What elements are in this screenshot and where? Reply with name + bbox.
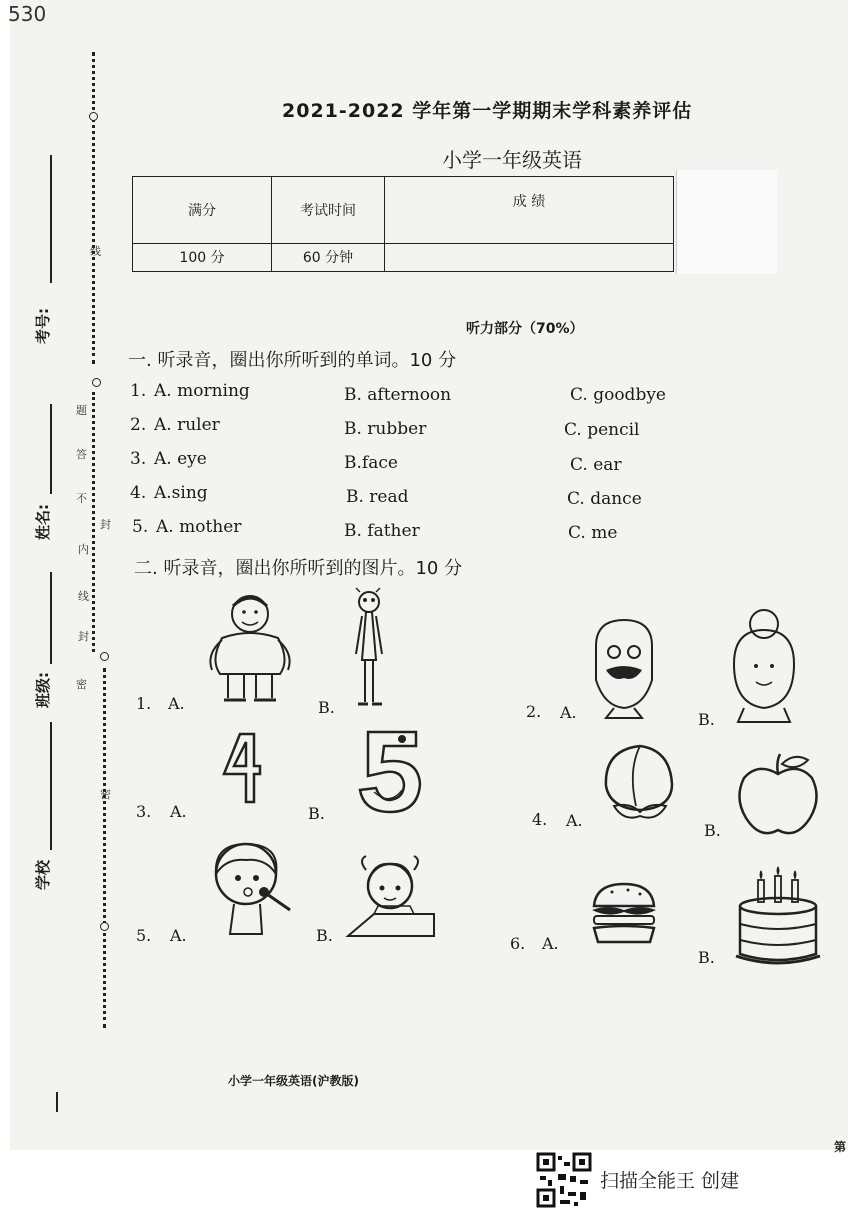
- option-c: C. goodbye: [570, 385, 666, 405]
- option-a-label: A.: [168, 694, 185, 713]
- girl-singing-icon: [204, 838, 300, 938]
- item-number: 1.: [136, 694, 152, 713]
- hamburger-icon: [588, 880, 660, 946]
- number-underline: [50, 155, 52, 283]
- option-b-label: B.: [308, 804, 325, 823]
- margin-char: 封: [100, 518, 111, 531]
- seal-char: 密: [100, 788, 111, 801]
- option-b: B.face: [344, 453, 398, 473]
- question-number: 2.: [130, 415, 147, 435]
- class-label: 班级:: [34, 672, 52, 708]
- question-number: 3.: [130, 449, 147, 469]
- number-four-icon: [218, 730, 262, 806]
- peach-icon: [600, 740, 680, 822]
- option-a-label: A.: [560, 703, 577, 722]
- binding-dotted-line: [92, 52, 95, 364]
- item-number: 3.: [136, 802, 152, 821]
- number-five-icon: [356, 726, 426, 816]
- binding-ring: [89, 112, 98, 121]
- option-a: A.sing: [154, 483, 208, 503]
- question-number: 4.: [130, 483, 147, 503]
- qr-code-icon: [536, 1152, 592, 1208]
- apple-icon: [734, 752, 822, 840]
- exam-subtitle: 小学一年级英语: [442, 148, 582, 172]
- item-number: 4.: [532, 810, 548, 829]
- option-b-label: B.: [318, 698, 335, 717]
- corner-mark: 530: [8, 2, 47, 26]
- option-a-label: A.: [566, 811, 583, 830]
- school-underline: [50, 722, 52, 850]
- score-table: [132, 176, 674, 272]
- option-a: A. mother: [156, 517, 242, 537]
- item-number: 6.: [510, 934, 526, 953]
- margin-char: 密: [76, 678, 87, 691]
- margin-char: 封: [78, 630, 89, 643]
- binding-ring: [100, 652, 109, 661]
- covered-area: [676, 170, 777, 274]
- option-c: C. pencil: [564, 420, 640, 440]
- item-number: 5.: [136, 926, 152, 945]
- grade-header: 成 绩: [385, 177, 674, 244]
- option-b-label: B.: [698, 710, 715, 729]
- binding-ring: [92, 378, 101, 387]
- option-a: A. eye: [154, 449, 207, 469]
- grandpa-icon: [586, 616, 662, 720]
- edge-mark: [56, 1092, 58, 1112]
- thin-boy-icon: [346, 584, 392, 712]
- option-b: B. father: [344, 521, 420, 541]
- item-number: 2.: [526, 702, 542, 721]
- line-char: 线: [90, 245, 101, 258]
- student-name-label: 姓名:: [34, 504, 52, 540]
- question-number: 5.: [132, 517, 149, 537]
- fat-boy-icon: [200, 590, 300, 710]
- option-a-label: A.: [542, 934, 559, 953]
- grandma-icon: [728, 604, 800, 726]
- option-b: B. read: [346, 487, 409, 507]
- margin-char: 答: [76, 448, 87, 461]
- option-c: C. dance: [567, 489, 642, 509]
- question-number: 1.: [130, 381, 147, 401]
- full-score-value: 100 分: [133, 243, 272, 271]
- page-corner-mark: 第: [834, 1140, 847, 1154]
- binding-dotted-line: [103, 668, 106, 1028]
- birthday-cake-icon: [734, 870, 822, 970]
- class-underline: [50, 572, 52, 664]
- binding-ring: [100, 922, 109, 931]
- option-a: A. morning: [154, 381, 250, 401]
- exam-time-header: 考试时间: [272, 177, 385, 244]
- margin-char: 线: [78, 590, 89, 603]
- option-b: B. afternoon: [344, 385, 452, 405]
- paper-footer: 小学一年级英语(沪教版): [228, 1074, 359, 1088]
- option-b-label: B.: [704, 821, 721, 840]
- scanner-watermark: 扫描全能王 创建: [600, 1170, 740, 1192]
- binding-dotted-line: [92, 392, 95, 652]
- option-a-label: A.: [170, 926, 187, 945]
- option-b-label: B.: [698, 948, 715, 967]
- margin-char: 不: [76, 492, 87, 505]
- girl-drawing-icon: [344, 852, 436, 944]
- part2-title: 二. 听录音，圈出你所听到的图片。10 分: [134, 558, 463, 579]
- candidate-number-label: 考号:: [34, 308, 52, 344]
- option-a-label: A.: [170, 802, 187, 821]
- listening-section-title: 听力部分（70%）: [466, 321, 584, 337]
- name-underline: [50, 404, 52, 494]
- margin-char: 题: [76, 404, 87, 417]
- option-c: C. me: [568, 523, 618, 543]
- option-b: B. rubber: [344, 419, 427, 439]
- exam-time-value: 60 分钟: [272, 243, 385, 271]
- school-label: 学校: [34, 859, 52, 890]
- option-b-label: B.: [316, 926, 333, 945]
- part1-title: 一. 听录音，圈出你所听到的单词。10 分: [128, 350, 457, 371]
- option-a: A. ruler: [154, 415, 220, 435]
- full-score-header: 满分: [133, 177, 272, 244]
- option-c: C. ear: [570, 455, 622, 475]
- margin-char: 内: [78, 543, 89, 556]
- grade-value: [385, 243, 674, 271]
- exam-title: 2021-2022 学年第一学期期末学科素养评估: [282, 100, 693, 122]
